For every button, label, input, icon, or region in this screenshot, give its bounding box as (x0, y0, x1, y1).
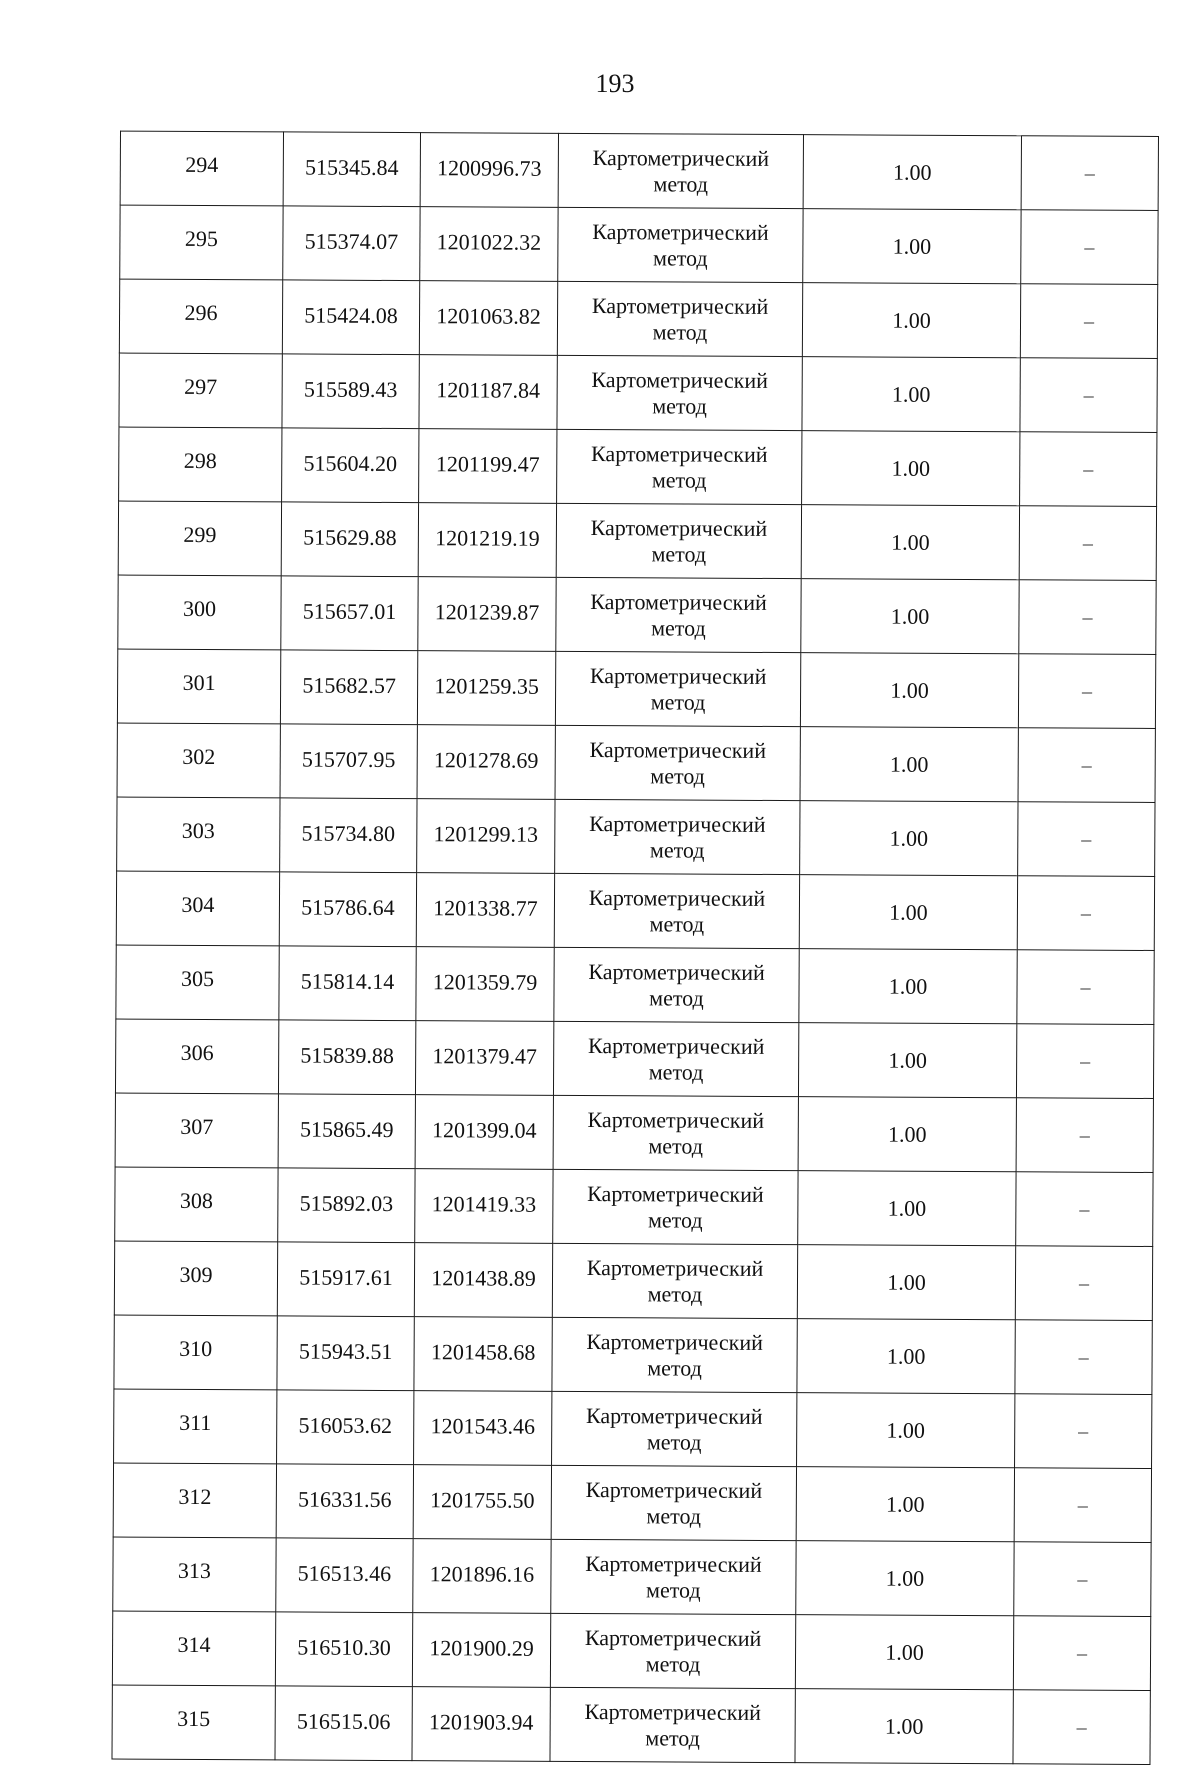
table-row (117, 797, 1155, 876)
table-row (112, 1611, 1150, 1690)
table-row (120, 131, 1158, 210)
table-row (114, 1241, 1152, 1320)
y-coordinate-cell: 1201903.94 (412, 1687, 550, 1762)
point-number-cell: 311 (114, 1389, 277, 1464)
method-line-1: Картометрический (587, 1180, 764, 1207)
method-cell (550, 1613, 795, 1688)
point-number-cell: 314 (112, 1611, 275, 1686)
x-coordinate-cell: 516331.56 (276, 1464, 413, 1539)
method-line-2: метод (647, 1280, 703, 1307)
y-coordinate-cell: 1201219.19 (418, 503, 556, 578)
method-line-2: метод (646, 1502, 702, 1529)
point-number-cell: 309 (114, 1241, 277, 1316)
y-coordinate-cell: 1201399.04 (415, 1095, 553, 1170)
method-cell (556, 577, 801, 652)
point-number-cell: 302 (117, 723, 280, 798)
accuracy-cell: 1.00 (797, 1393, 1015, 1468)
method-line-2: метод (652, 318, 708, 345)
method-line-2: метод (651, 614, 706, 641)
accuracy-cell: 1.00 (795, 1615, 1013, 1690)
y-coordinate-cell: 1201755.50 (413, 1465, 551, 1540)
y-coordinate-cell: 1201896.16 (413, 1539, 551, 1614)
y-coordinate-cell: 1201543.46 (414, 1391, 552, 1466)
method-line-2: метод (645, 1724, 700, 1751)
extra-cell: – (1015, 1246, 1152, 1321)
extra-cell: – (1021, 210, 1158, 285)
method-line-2: метод (649, 836, 705, 863)
accuracy-cell: 1.00 (801, 579, 1019, 654)
method-cell (558, 207, 803, 282)
point-number-cell: 298 (119, 427, 282, 502)
extra-cell: – (1013, 1690, 1150, 1765)
method-cell (550, 1687, 795, 1762)
point-number-cell: 295 (120, 205, 283, 280)
point-number-cell: 306 (115, 1019, 278, 1094)
x-coordinate-cell: 515943.51 (277, 1316, 414, 1391)
y-coordinate-cell: 1201379.47 (415, 1021, 553, 1096)
x-coordinate-cell: 515786.64 (279, 872, 416, 947)
table-row (116, 871, 1154, 950)
accuracy-cell: 1.00 (795, 1689, 1013, 1764)
extra-cell: – (1017, 950, 1154, 1025)
y-coordinate-cell: 1201022.32 (420, 207, 558, 282)
extra-cell: – (1017, 876, 1154, 951)
x-coordinate-cell: 515707.95 (280, 724, 417, 799)
extra-cell: – (1013, 1616, 1150, 1691)
point-number-cell: 299 (118, 501, 281, 576)
method-cell (552, 1391, 797, 1466)
table-row (117, 723, 1155, 802)
accuracy-cell: 1.00 (798, 1171, 1016, 1246)
x-coordinate-cell: 515374.07 (283, 206, 420, 281)
table-row (115, 1167, 1153, 1246)
method-line-1: Картометрический (592, 144, 770, 171)
extra-cell: – (1016, 1172, 1153, 1247)
table-row (114, 1389, 1152, 1468)
table-row (117, 649, 1155, 728)
y-coordinate-cell: 1201458.68 (414, 1317, 552, 1392)
extra-cell: – (1019, 506, 1156, 581)
point-number-cell: 310 (114, 1315, 277, 1390)
y-coordinate-cell: 1201199.47 (419, 429, 557, 504)
method-cell (551, 1465, 796, 1540)
accuracy-cell: 1.00 (799, 875, 1017, 950)
extra-cell: – (1016, 1024, 1153, 1099)
method-line-1: Картометрический (589, 662, 767, 689)
accuracy-cell: 1.00 (802, 283, 1020, 358)
method-line-1: Картометрический (589, 810, 766, 837)
y-coordinate-cell: 1201359.79 (416, 947, 554, 1022)
table-row (115, 1019, 1153, 1098)
method-line-2: метод (653, 170, 709, 197)
point-number-cell: 315 (112, 1685, 275, 1760)
y-coordinate-cell: 1201438.89 (414, 1243, 552, 1318)
method-line-2: метод (651, 540, 707, 567)
method-line-2: метод (650, 688, 706, 715)
method-line-1: Картометрический (584, 1698, 762, 1725)
x-coordinate-cell: 516513.46 (276, 1538, 413, 1613)
point-number-cell: 303 (117, 797, 280, 872)
extra-cell: – (1020, 432, 1157, 507)
method-line-1: Картометрический (588, 958, 765, 985)
method-line-1: Картометрический (585, 1402, 763, 1429)
method-line-1: Картометрический (588, 884, 766, 911)
method-cell (557, 281, 802, 356)
x-coordinate-cell: 515345.84 (283, 132, 420, 207)
method-cell (552, 1317, 797, 1392)
accuracy-cell: 1.00 (799, 949, 1017, 1024)
extra-cell: – (1016, 1098, 1153, 1173)
method-line-2: метод (650, 762, 705, 789)
x-coordinate-cell: 515814.14 (279, 946, 416, 1021)
page-number: 193 (595, 69, 635, 98)
accuracy-cell: 1.00 (797, 1319, 1015, 1394)
table-row (120, 205, 1158, 284)
x-coordinate-cell: 515589.43 (282, 354, 419, 429)
accuracy-cell: 1.00 (803, 135, 1021, 210)
coordinates-table-body (112, 131, 1159, 1764)
method-line-2: метод (647, 1206, 703, 1233)
point-number-cell: 313 (113, 1537, 276, 1612)
point-number-cell: 308 (115, 1167, 278, 1242)
table-row (119, 353, 1157, 432)
method-line-1: Картометрический (592, 218, 769, 245)
method-cell (552, 1243, 797, 1318)
accuracy-cell: 1.00 (803, 209, 1021, 284)
x-coordinate-cell: 515892.03 (278, 1168, 415, 1243)
extra-cell: – (1020, 284, 1157, 359)
table-row (119, 427, 1157, 506)
table-row (118, 501, 1156, 580)
table-row (114, 1315, 1152, 1394)
method-line-1: Картометрический (591, 292, 769, 319)
extra-cell: – (1019, 580, 1156, 655)
method-line-2: метод (649, 984, 704, 1011)
method-line-1: Картометрический (585, 1550, 762, 1577)
method-cell (555, 799, 800, 874)
table-row (119, 279, 1157, 358)
x-coordinate-cell: 515682.57 (280, 650, 417, 725)
extra-cell: – (1018, 802, 1155, 877)
method-cell (554, 873, 799, 948)
method-cell (555, 651, 800, 726)
x-coordinate-cell: 515657.01 (281, 576, 418, 651)
table-row (115, 1093, 1153, 1172)
accuracy-cell: 1.00 (796, 1467, 1014, 1542)
y-coordinate-cell: 1201063.82 (419, 281, 557, 356)
point-number-cell: 307 (115, 1093, 278, 1168)
x-coordinate-cell: 515865.49 (278, 1094, 415, 1169)
y-coordinate-cell: 1201259.35 (417, 651, 555, 726)
extra-cell: – (1015, 1394, 1152, 1469)
table-row (113, 1537, 1151, 1616)
method-line-1: Картометрический (585, 1476, 763, 1503)
point-number-cell: 294 (120, 131, 283, 206)
point-number-cell: 304 (116, 871, 279, 946)
y-coordinate-cell: 1201338.77 (416, 873, 554, 948)
accuracy-cell: 1.00 (800, 727, 1018, 802)
x-coordinate-cell: 515839.88 (278, 1020, 415, 1095)
y-coordinate-cell: 1201419.33 (415, 1169, 553, 1244)
method-line-1: Картометрический (586, 1328, 763, 1355)
point-number-cell: 296 (119, 279, 282, 354)
accuracy-cell: 1.00 (797, 1245, 1015, 1320)
accuracy-cell: 1.00 (796, 1541, 1014, 1616)
method-line-1: Картометрический (590, 514, 768, 541)
table-row (116, 945, 1154, 1024)
method-line-1: Картометрический (591, 440, 768, 467)
coordinates-table (111, 131, 1159, 1765)
accuracy-cell: 1.00 (802, 431, 1020, 506)
method-line-2: метод (652, 392, 707, 419)
point-number-cell: 300 (118, 575, 281, 650)
method-line-2: метод (649, 910, 705, 937)
x-coordinate-cell: 515424.08 (282, 280, 419, 355)
method-cell (555, 725, 800, 800)
x-coordinate-cell: 515629.88 (281, 502, 418, 577)
x-coordinate-cell: 516515.06 (275, 1686, 412, 1761)
method-cell (554, 947, 799, 1022)
method-line-1: Картометрический (591, 366, 769, 393)
y-coordinate-cell: 1201239.87 (418, 577, 556, 652)
accuracy-cell: 1.00 (800, 653, 1018, 728)
point-number-cell: 301 (117, 649, 280, 724)
y-coordinate-cell: 1200996.73 (420, 133, 558, 208)
method-cell (558, 133, 803, 208)
x-coordinate-cell: 516510.30 (275, 1612, 412, 1687)
method-line-2: метод (651, 466, 707, 493)
method-line-1: Картометрический (587, 1106, 765, 1133)
method-line-2: метод (646, 1428, 702, 1455)
method-line-1: Картометрический (589, 736, 767, 763)
extra-cell: – (1018, 728, 1155, 803)
method-cell (556, 503, 801, 578)
y-coordinate-cell: 1201278.69 (417, 725, 555, 800)
method-line-1: Картометрический (590, 588, 767, 615)
extra-cell: – (1015, 1320, 1152, 1395)
accuracy-cell: 1.00 (798, 1023, 1016, 1098)
method-line-1: Картометрический (584, 1624, 762, 1651)
method-line-2: метод (647, 1354, 702, 1381)
point-number-cell: 305 (116, 945, 279, 1020)
y-coordinate-cell: 1201187.84 (419, 355, 557, 430)
x-coordinate-cell: 515604.20 (282, 428, 419, 503)
method-cell (557, 429, 802, 504)
y-coordinate-cell: 1201299.13 (417, 799, 555, 874)
method-line-2: метод (648, 1058, 704, 1085)
method-line-2: метод (645, 1650, 701, 1677)
method-line-1: Картометрический (586, 1254, 764, 1281)
point-number-cell: 297 (119, 353, 282, 428)
accuracy-cell: 1.00 (802, 357, 1020, 432)
method-line-1: Картометрический (587, 1032, 765, 1059)
method-line-2: метод (646, 1576, 701, 1603)
x-coordinate-cell: 516053.62 (277, 1390, 414, 1465)
method-cell (553, 1021, 798, 1096)
table-row (118, 575, 1156, 654)
extra-cell: – (1014, 1468, 1151, 1543)
y-coordinate-cell: 1201900.29 (412, 1613, 550, 1688)
extra-cell: – (1018, 654, 1155, 729)
extra-cell: – (1021, 136, 1158, 211)
method-cell (557, 355, 802, 430)
x-coordinate-cell: 515917.61 (277, 1242, 414, 1317)
table-row (113, 1463, 1151, 1542)
point-number-cell: 312 (113, 1463, 276, 1538)
method-cell (553, 1169, 798, 1244)
method-line-2: метод (648, 1132, 704, 1159)
method-line-2: метод (652, 244, 708, 271)
coordinates-table-wrapper (111, 131, 1158, 1765)
accuracy-cell: 1.00 (798, 1097, 1016, 1172)
method-cell (551, 1539, 796, 1614)
method-cell (553, 1095, 798, 1170)
accuracy-cell: 1.00 (800, 801, 1018, 876)
extra-cell: – (1014, 1542, 1151, 1617)
x-coordinate-cell: 515734.80 (280, 798, 417, 873)
extra-cell: – (1020, 358, 1157, 433)
accuracy-cell: 1.00 (801, 505, 1019, 580)
